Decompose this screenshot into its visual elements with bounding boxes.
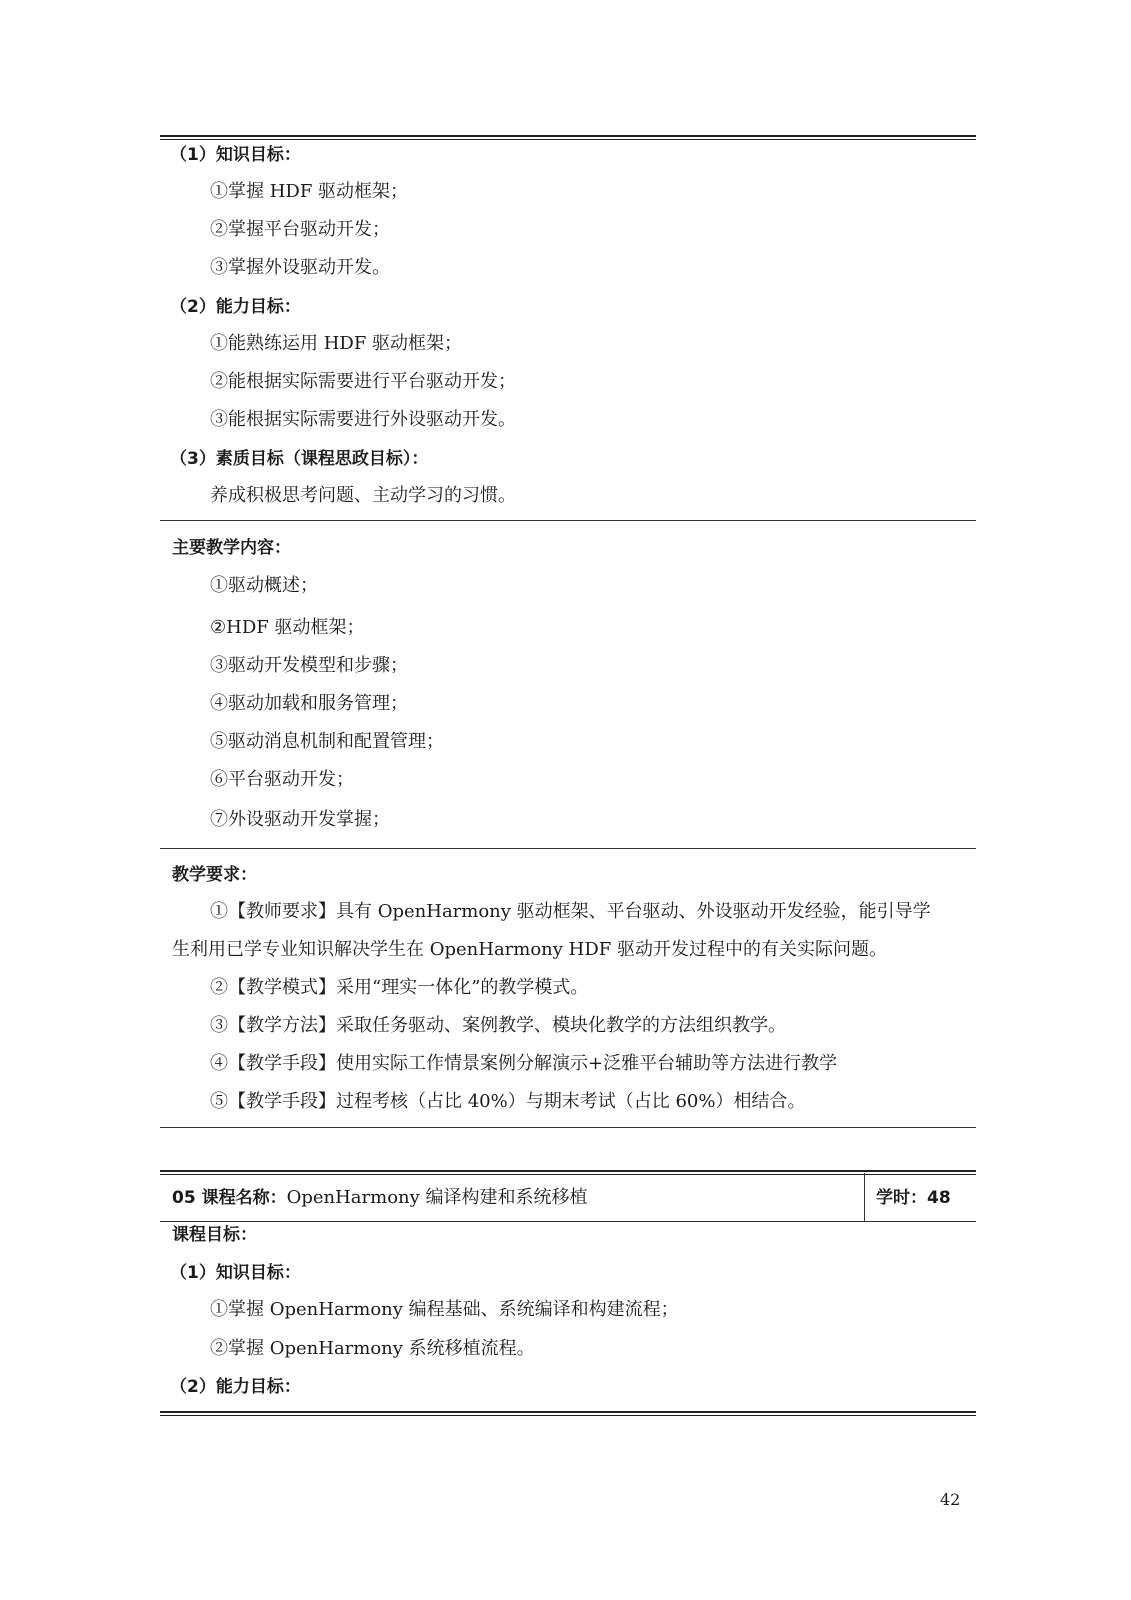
course-ability-heading: （2）能力目标： bbox=[170, 1377, 301, 1397]
quality-goal-heading: （3）素质目标（课程思政目标）： bbox=[170, 449, 429, 469]
ability-goal-heading: （2）能力目标： bbox=[170, 297, 301, 317]
page-number: 42 bbox=[940, 1490, 961, 1509]
course-cell-separator bbox=[864, 1173, 865, 1221]
content-item: ③驱动开发模型和步骤； bbox=[210, 655, 408, 676]
requirement-item: ⑤【教学手段】过程考核（占比 40%）与期末考试（占比 60%）相结合。 bbox=[210, 1091, 806, 1112]
course-table-top-rule bbox=[160, 1170, 976, 1172]
course-row-divider bbox=[160, 1221, 976, 1222]
requirement-item: ③【教学方法】采取任务驱动、案例教学、模块化教学的方法组织教学。 bbox=[210, 1015, 786, 1036]
course-hours-label: 学时： bbox=[876, 1188, 927, 1208]
quality-goal-item: 养成积极思考问题、主动学习的习惯。 bbox=[210, 485, 516, 506]
course-knowledge-item: ②掌握 OpenHarmony 系统移植流程。 bbox=[210, 1338, 535, 1359]
bottom-double-rule bbox=[160, 1411, 976, 1413]
course-name-value: OpenHarmony 编译构建和系统移植 bbox=[286, 1187, 588, 1208]
requirement-item-continued: 生利用已学专业知识解决学生在 OpenHarmony HDF 驱动开发过程中的有关实际问题。 bbox=[172, 939, 888, 960]
course-knowledge-item: ①掌握 OpenHarmony 编程基础、系统编译和构建流程； bbox=[210, 1299, 679, 1320]
section-divider bbox=[160, 520, 976, 521]
ability-goal-item: ①能熟练运用 HDF 驱动框架； bbox=[210, 333, 463, 354]
knowledge-goal-item: ③掌握外设驱动开发。 bbox=[210, 257, 390, 278]
requirements-heading: 教学要求： bbox=[172, 865, 257, 885]
content-item: ⑦外设驱动开发掌握； bbox=[210, 809, 390, 830]
content-item: ②HDF 驱动框架； bbox=[210, 617, 365, 638]
requirement-item: ②【教学模式】采用“理实一体化”的教学模式。 bbox=[210, 977, 589, 998]
content-item: ④驱动加载和服务管理； bbox=[210, 693, 408, 714]
knowledge-goal-item: ②掌握平台驱动开发； bbox=[210, 219, 390, 240]
course-knowledge-heading: （1）知识目标： bbox=[170, 1263, 301, 1283]
section-bottom-rule bbox=[160, 1127, 976, 1128]
knowledge-goal-heading: （1）知识目标： bbox=[170, 145, 301, 165]
course-name-cell bbox=[172, 1186, 588, 1210]
section-divider bbox=[160, 848, 976, 849]
course-hours-cell bbox=[876, 1186, 951, 1210]
ability-goal-item: ②能根据实际需要进行平台驱动开发； bbox=[210, 371, 516, 392]
requirement-item: ①【教师要求】具有 OpenHarmony 驱动框架、平台驱动、外设驱动开发经验，能引导学 bbox=[210, 901, 931, 922]
requirement-item: ④【教学手段】使用实际工作情景案例分解演示+泛雅平台辅助等方法进行教学 bbox=[210, 1053, 838, 1074]
course-name-label: 05 课程名称： bbox=[172, 1188, 287, 1208]
knowledge-goal-item: ①掌握 HDF 驱动框架； bbox=[210, 181, 409, 202]
course-goals-heading: 课程目标： bbox=[172, 1225, 257, 1245]
content-item: ⑤驱动消息机制和配置管理； bbox=[210, 731, 444, 752]
ability-goal-item: ③能根据实际需要进行外设驱动开发。 bbox=[210, 409, 516, 430]
content-heading: 主要教学内容： bbox=[172, 538, 291, 558]
content-item: ⑥平台驱动开发； bbox=[210, 769, 354, 790]
top-double-rule bbox=[160, 135, 976, 137]
course-hours-value: 48 bbox=[927, 1188, 951, 1208]
content-item: ①驱动概述； bbox=[210, 575, 318, 596]
